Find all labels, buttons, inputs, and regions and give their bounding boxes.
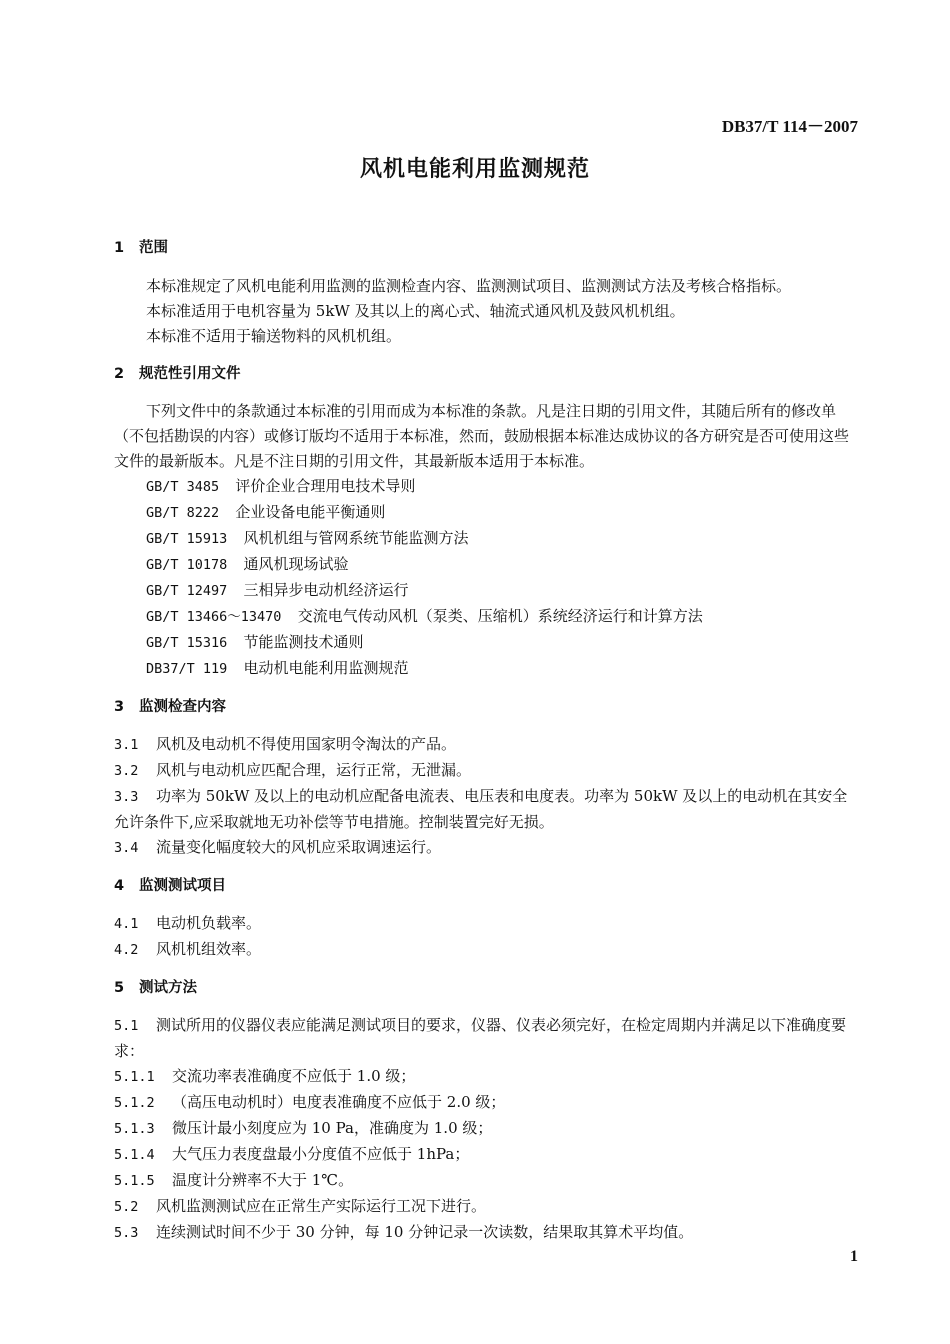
clause: 3.2 风机与电动机应匹配合理，运行正常，无泄漏。 bbox=[114, 761, 472, 779]
clause: 5.1 测试所用的仪器仪表应能满足测试项目的要求，仪器、仪表必须完好，在检定周期内并满足以下准确度要求： bbox=[114, 1016, 847, 1060]
reference-item: GB/T 3485 评价企业合理用电技术导则 bbox=[146, 477, 416, 495]
section-3-heading: 3 监测检查内容 bbox=[114, 699, 226, 715]
section-5-heading: 5 测试方法 bbox=[114, 980, 197, 996]
page-number: 1 bbox=[850, 1248, 858, 1265]
reference-item: DB37/T 119 电动机电能利用监测规范 bbox=[146, 659, 409, 677]
clause: 5.1.1 交流功率表准确度不应低于 1.0 级； bbox=[114, 1067, 416, 1085]
clause: 4.2 风机机组效率。 bbox=[114, 940, 262, 958]
section-2-heading: 2 规范性引用文件 bbox=[114, 366, 241, 382]
document-title: 风机电能利用监测规范 bbox=[359, 157, 590, 182]
section-1-heading: 1 范围 bbox=[114, 240, 168, 256]
reference-item: GB/T 12497 三相异步电动机经济运行 bbox=[146, 581, 409, 599]
standard-code: DB37/T 114－2007 bbox=[721, 117, 858, 136]
clause: 5.1.5 温度计分辨率不大于 1℃。 bbox=[114, 1171, 354, 1189]
clause: 5.1.3 微压计最小刻度应为 10 Pa，准确度为 1.0 级； bbox=[114, 1119, 493, 1137]
clause: 4.1 电动机负载率。 bbox=[114, 914, 262, 932]
clause: 5.2 风机监测测试应在正常生产实际运行工况下进行。 bbox=[114, 1197, 487, 1215]
reference-item: GB/T 10178 通风机现场试验 bbox=[146, 555, 349, 573]
paragraph: 本标准适用于电机容量为 5kW 及其以上的离心式、轴流式通风机及鼓风机机组。 bbox=[146, 302, 685, 320]
reference-item: GB/T 15913 风机机组与管网系统节能监测方法 bbox=[146, 529, 469, 547]
document-body bbox=[114, 236, 860, 1246]
reference-item: GB/T 8222 企业设备电能平衡通则 bbox=[146, 503, 386, 521]
clause: 3.1 风机及电动机不得使用国家明令淘汰的产品。 bbox=[114, 735, 457, 753]
clause: 5.1.4 大气压力表度盘最小分度值不应低于 1hPa； bbox=[114, 1145, 470, 1163]
clause: 3.3 功率为 50kW 及以上的电动机应配备电流表、电压表和电度表。功率为 50kW 及以上的电动机在其安全允许条件下,应采取就地无功补偿等节电措施。控制装置完好无损。 bbox=[114, 787, 848, 831]
clause: 5.1.2 （高压电动机时）电度表准确度不应低于 2.0 级； bbox=[114, 1093, 506, 1111]
reference-item: GB/T 15316 节能监测技术通则 bbox=[146, 633, 364, 651]
clause: 3.4 流量变化幅度较大的风机应采取调速运行。 bbox=[114, 838, 442, 856]
reference-item: GB/T 13466～13470 交流电气传动风机（泵类、压缩机）系统经济运行和计算方法 bbox=[146, 607, 703, 625]
paragraph: 本标准规定了风机电能利用监测的监测检查内容、监测测试项目、监测测试方法及考核合格指标。 bbox=[146, 277, 792, 295]
clause: 5.3 连续测试时间不少于 30 分钟，每 10 分钟记录一次读数，结果取其算术平均值。 bbox=[114, 1223, 694, 1241]
paragraph: 下列文件中的条款通过本标准的引用而成为本标准的条款。凡是注日期的引用文件，其随后所有的修改单（不包括勘误的内容）或修订版均不适用于本标准，然而，鼓励根据本标准达成协议的各方研究是否可使用这些文件的最新版本。凡是不注日期的引用文件，其最新版本适用于本标准。 bbox=[114, 402, 850, 470]
section-4-heading: 4 监测测试项目 bbox=[114, 878, 226, 894]
paragraph: 本标准不适用于输送物料的风机机组。 bbox=[146, 327, 402, 345]
